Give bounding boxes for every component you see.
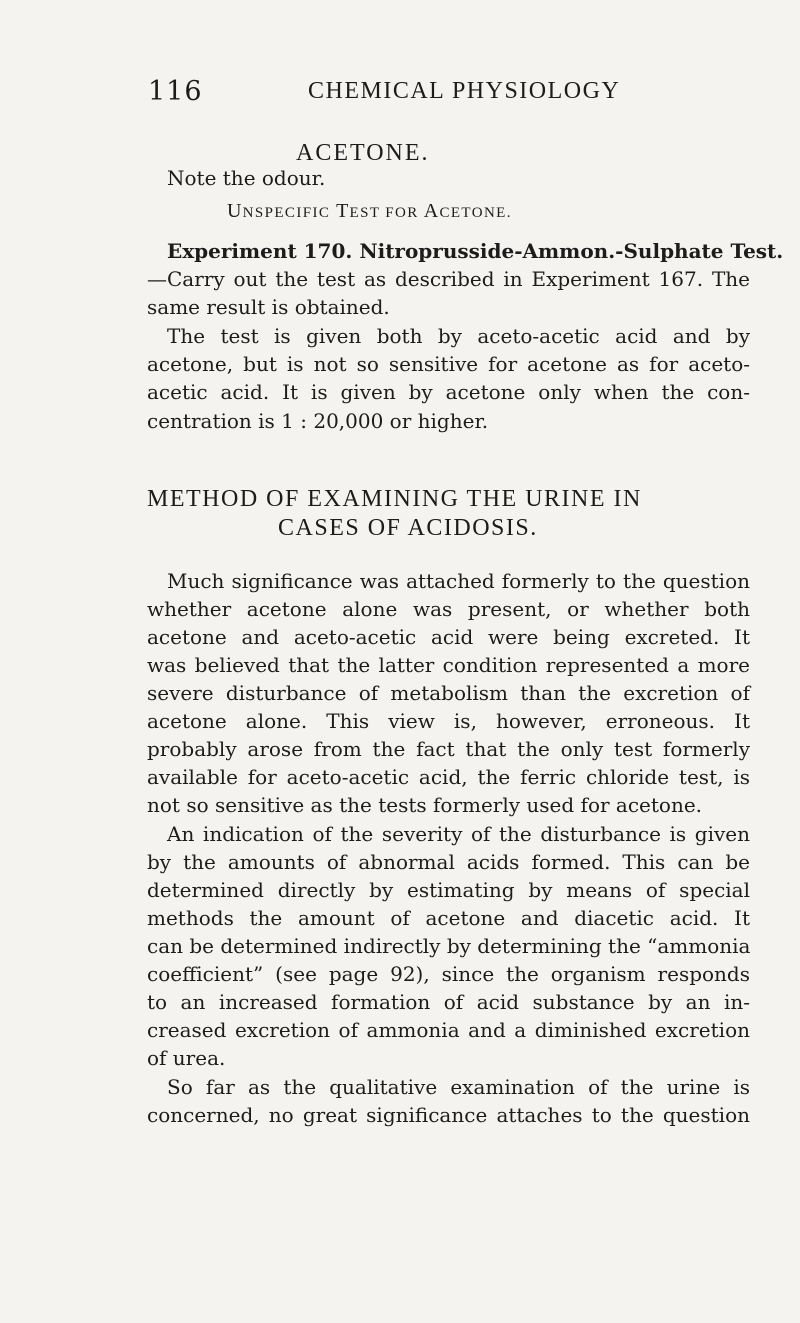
paragraph-line: whether acetone alone was present, or whether both — [147, 597, 750, 621]
section-title: ACETONE. — [296, 140, 430, 166]
paragraph-line: of urea. — [147, 1046, 226, 1070]
running-title: CHEMICAL PHYSIOLOGY — [308, 78, 621, 104]
paragraph-line: was believed that the latter condition represented a more — [147, 653, 750, 677]
paragraph-line: acetone, but is not so sensitive for acetone as for aceto- — [147, 352, 750, 376]
sub-heading-rest-3: CETONE. — [439, 205, 512, 221]
paragraph-line: available for aceto-acetic acid, the ferric chloride test, is — [147, 765, 750, 789]
paragraph-line: by the amounts of abnormal acids formed. This can be — [147, 850, 750, 874]
paragraph-line: acetic acid. It is given by acetone only when the con- — [147, 380, 750, 404]
paragraph-line: probably arose from the fact that the only test formerly — [147, 737, 750, 761]
note-line: Note the odour. — [167, 166, 326, 190]
paragraph-line: So far as the qualitative examination of the urine is — [167, 1075, 750, 1099]
paragraph-line: An indication of the severity of the disturbance is given — [167, 822, 750, 846]
paragraph-line: creased excretion of ammonia and a diminished excretion — [147, 1018, 750, 1042]
paragraph-line: severe disturbance of metabolism than the excretion of — [147, 681, 750, 705]
sub-heading-cap-2: T — [336, 200, 350, 222]
experiment-heading: Experiment 170. Nitroprusside-Ammon.-Sulphate Test. — [167, 239, 784, 263]
experiment-line: same result is obtained. — [147, 295, 390, 319]
paragraph-line: coefficient” (see page 92), since the organism responds — [147, 962, 750, 986]
experiment-line: —Carry out the test as described in Experiment 167. The — [147, 267, 750, 291]
paragraph-line: to an increased formation of acid substance by an in- — [147, 990, 750, 1014]
paragraph-line: determined directly by estimating by means of special — [147, 878, 750, 902]
paragraph-line: Much significance was attached formerly to the question — [167, 569, 750, 593]
sub-heading-rest-2: EST FOR — [349, 205, 419, 221]
paragraph-line: acetone alone. This view is, however, erroneous. It — [147, 709, 750, 733]
method-heading-line-2: CASES OF ACIDOSIS. — [278, 515, 538, 541]
running-head — [148, 76, 748, 110]
paragraph-line: acetone and aceto-acetic acid were being excreted. It — [147, 625, 750, 649]
paragraph-line: methods the amount of acetone and diacetic acid. It — [147, 906, 750, 930]
paragraph-line: concerned, no great significance attaches to the question — [147, 1103, 750, 1127]
paragraph-line: The test is given both by aceto-acetic acid and by — [167, 324, 750, 348]
sub-heading-cap-1: U — [227, 200, 243, 222]
paragraph-line: not so sensitive as the tests formerly used for acetone. — [147, 793, 703, 817]
sub-heading — [227, 200, 512, 223]
sub-heading-rest-1: NSPECIFIC — [242, 205, 331, 221]
paragraph-line: can be determined indirectly by determining the “ammonia — [147, 934, 751, 958]
method-heading-line-1: METHOD OF EXAMINING THE URINE IN — [147, 486, 642, 512]
page-number: 116 — [148, 76, 203, 107]
sub-heading-cap-3: A — [423, 200, 440, 222]
paragraph-line: centration is 1 : 20,000 or higher. — [147, 409, 489, 433]
